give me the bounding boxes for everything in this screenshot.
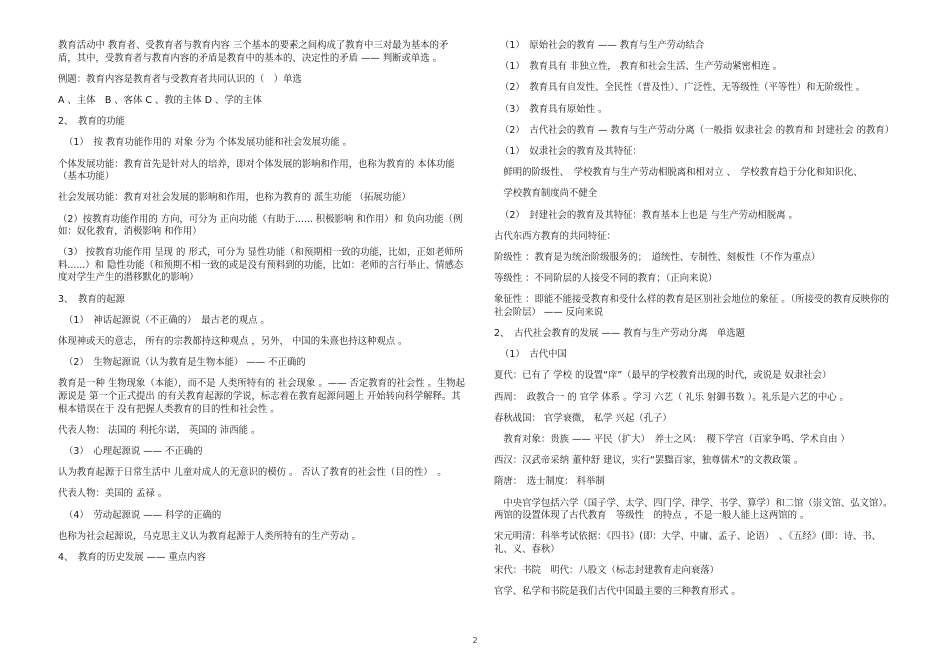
paragraph: 代表人物： 法国的 利托尔诺， 英国的 沛西能 。 bbox=[58, 424, 261, 436]
paragraph: （1） 教育具有 非独立性， 教育和社会生活、生产劳动紧密相连 。 bbox=[500, 61, 783, 73]
paragraph: 宋代：书院 明代：八股文（标志封建教育走向衰落） bbox=[494, 565, 720, 577]
paragraph: 象征性 ：即能不能接受教育和受什么样的教育是区别社会地位的象征 。（所接受的教育反映你的社会阶层） —— 反向来说 bbox=[494, 294, 890, 318]
paragraph: （1） 奴隶社会的教育及其特征： bbox=[500, 145, 642, 157]
paragraph: 体现神或天的意志， 所有的宗教都持这种观点 ，另外， 中国的朱熹也持这种观点 。 bbox=[58, 336, 408, 348]
paragraph: （2） 教育具有自发性、全民性（普及性）、广泛性、无等级性（平等性）和无阶级性 。 bbox=[500, 82, 866, 94]
paragraph: 例题：教育内容是教育者与受教育者共同认识的（ ）单选 bbox=[58, 73, 302, 85]
paragraph: （2） 生物起源说（认为教育是生物本能） —— 不正确的 bbox=[64, 357, 306, 369]
paragraph: 个体发展功能：教育首先是针对人的培养，即对个体发展的影响和作用，也称为教育的 本体功能（基本功能） bbox=[58, 158, 455, 183]
paragraph: 古代东西方教育的共同特征： bbox=[494, 230, 616, 242]
section-heading: 2、 教育的功能 bbox=[58, 116, 125, 128]
paragraph: 春秋战国： 官学衰微， 私学 兴起（孔子） bbox=[494, 412, 672, 424]
paragraph: 鲜明的阶级性、 学校教育与生产劳动相脱离和相对立 、 学校教育趋于分化和知识化、 bbox=[494, 167, 863, 179]
paragraph: 中央官学包括六学（国子学、太学、四门学、律学、书学、算学）和二馆（崇文馆、弘文馆）。两馆的设置体现了古代教育 等级性 的特点 ，不是一般人能上这两馆的 。 bbox=[494, 497, 893, 522]
section-heading: 2、 古代社会教育的发展 —— 教育与生产劳动分离 单选题 bbox=[494, 328, 745, 340]
paragraph: 隋唐： 选士制度： 科举制 bbox=[494, 476, 605, 488]
paragraph: （3） 教育具有原始性 。 bbox=[500, 103, 608, 115]
paragraph: 等级性 ：不同阶层的人接受不同的教育；（正向来说） bbox=[494, 273, 718, 285]
paragraph: 阶级性 ：教育是为统治阶级服务的； 道统性、专制性、刻板性（不作为重点） bbox=[494, 251, 821, 263]
paragraph: 认为教育起源于日常生活中 儿童对成人的无意识的模仿 。 否认了教育的社会性（目的性） 。 bbox=[58, 467, 447, 479]
paragraph: 也称为社会起源说，马克思主义认为教育起源于人类所特有的生产劳动 。 bbox=[58, 530, 361, 542]
paragraph: （2） 古代社会的教育 — 教育与生产劳动分离（一般指 奴隶社会 的教育和 封建社会 的教育） bbox=[500, 124, 895, 136]
paragraph: A 、主体 B 、客体 C 、教的主体 D 、学的主体 bbox=[58, 94, 262, 106]
left-column bbox=[58, 40, 466, 573]
paragraph: 教育是一种 生物现象（本能），而不是 人类所特有的 社会现象 。—— 否定教育的社会性 。生物起源说是 第一个正式提出 的有关教育起源的学说，标志着在教育起源问题上 开始转向科学解释。其根本错误在于 没有把握人类教育的目的性和社会性 。 bbox=[58, 378, 465, 415]
paragraph: （3） 心理起源说 —— 不正确的 bbox=[64, 445, 203, 457]
section-heading: 4、 教育的历史发展 —— 重点内容 bbox=[58, 551, 206, 563]
paragraph: 西周： 政教合一 的 官学 体系 。学习 六艺（ 礼乐 射御书数 ）。礼乐是六艺的中心 。 bbox=[494, 391, 849, 403]
paragraph: 教育对象：贵族 —— 平民（扩大） 养士之风： 稷下学宫（百家争鸣、学术自由 ） bbox=[494, 433, 850, 445]
paragraph: 宋元明清：科举考试依据：《四书》(即：大学、中庸、孟子、论语） 、《五经》(即：诗、书、礼、义、春秋） bbox=[494, 531, 881, 555]
paragraph: （1） 按 教育功能作用的 对象 分为 个体发展功能和社会发展功能 。 bbox=[64, 137, 353, 149]
paragraph: 代表人物：美国的 孟禄 。 bbox=[58, 488, 168, 500]
page-number: 2 bbox=[472, 636, 478, 645]
section-heading: 3、 教育的起源 bbox=[58, 293, 125, 305]
paragraph: （3） 按教育功能作用 呈现 的 形式，可分为 显性功能（和预期相一致的功能，比如，正如老师所料......）和 隐性功能（和预期不相一致的或是没有预料到的功能，比如：老师的言行举止、情感态度对学生产生的潜移默化的影响） bbox=[58, 247, 464, 284]
paragraph: （1） 神话起源说（不正确的） 最古老的观点 。 bbox=[64, 314, 270, 326]
paragraph: 西汉：汉武帝采纳 董仲舒 建议，实行“罢黜百家，独尊儒术”的文教政策 。 bbox=[494, 455, 804, 467]
paragraph: 教育活动中 教育者、受教育者与教育内容 三个基本的要素之间构成了教育中三对最为基本的矛盾，其中，受教育者与教育内容的矛盾是教育中的基本的、决定性的矛盾 —— 判断或单选 。 bbox=[58, 40, 449, 64]
paragraph: 夏代：已有了 学校 的设置“庠”（最早的学校教育出现的时代，或说是 奴隶社会） bbox=[494, 370, 832, 382]
paragraph: 社会发展功能：教育对社会发展的影响和作用，也称为教育的 派生功能 （拓展功能） bbox=[58, 192, 411, 204]
paragraph: （2） 封建社会的教育及其特征：教育基本上也是 与生产劳动相脱离 。 bbox=[500, 209, 798, 221]
paragraph: （4） 劳动起源说 —— 科学的正确的 bbox=[64, 509, 222, 521]
paragraph: （2）按教育功能作用的 方向，可分为 正向功能（有助于...... 积极影响 和作用）和 负向功能（例如：奴化教育，消极影响 和作用） bbox=[58, 213, 463, 238]
right-column bbox=[494, 40, 894, 607]
paragraph: 学校教育制度尚不健全 bbox=[494, 188, 598, 200]
paragraph: （1） 古代中国 bbox=[500, 349, 567, 361]
paragraph: （1） 原始社会的教育 —— 教育与生产劳动结合 bbox=[500, 40, 705, 51]
paragraph: 官学、私学和书院是我们古代中国最主要的三种教育形式 。 bbox=[494, 586, 741, 598]
